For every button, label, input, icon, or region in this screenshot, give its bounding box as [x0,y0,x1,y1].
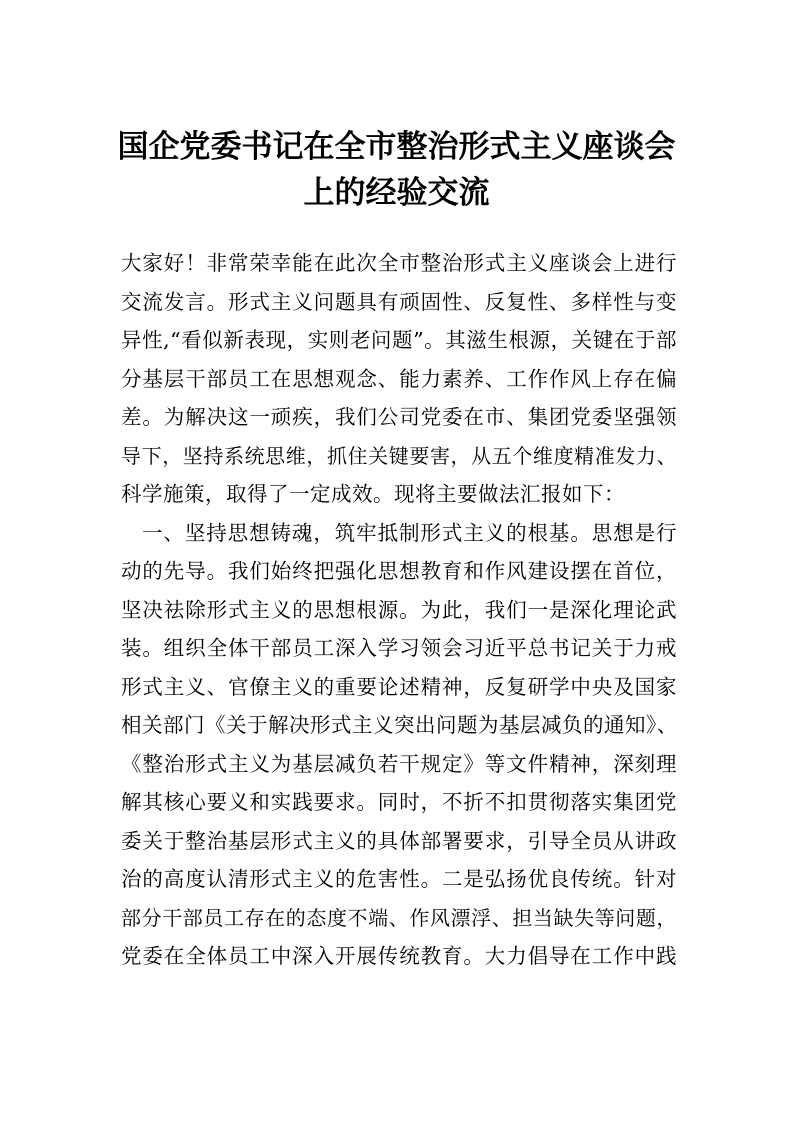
paragraph-line: 党委在全体员工中深入开展传统教育。大力倡导在工作中践 [121,944,677,968]
paragraph-line: 一、坚持思想铸魂，筑牢抵制形式主义的根基。思想是行 [142,520,677,545]
paragraph-line: 交流发言。形式主义问题具有顽固性、反复性、多样性与变 [121,289,677,314]
paragraph-1 [121,244,677,514]
paragraph-line: 解其核心要义和实践要求。同时，不折不扣贯彻落实集团党 [121,790,677,814]
document-title-line-1: 国企党委书记在全市整治形式主义座谈会 [117,129,676,165]
paragraph-line: 形式主义、官僚主义的重要论述精神，反复研学中央及国家 [121,674,677,699]
paragraph-line: 分基层干部员工在思想观念、能力素养、工作作风上存在偏 [121,366,677,391]
paragraph-line: 相关部门《关于解决形式主义突出问题为基层减负的通知》、 [121,713,678,737]
paragraph-line: 导下，坚持系统思维，抓住关键要害，从五个维度精准发力、 [121,443,677,468]
document-title-line-2: 上的经验交流 [303,175,490,211]
paragraph-2 [121,514,677,976]
paragraph-line: 委关于整治基层形式主义的具体部署要求，引导全员从讲政 [121,828,677,853]
paragraph-line: 部分干部员工存在的态度不端、作风漂浮、担当缺失等问题， [121,905,677,930]
paragraph-line: 《整治形式主义为基层减负若干规定》等文件精神，深刻理 [121,751,677,776]
paragraph-line: 差。为解决这一顽疾，我们公司党委在市、集团党委坚强领 [121,405,677,429]
document-body [121,244,677,976]
paragraph-line: 装。组织全体干部员工深入学习领会习近平总书记关于力戒 [121,636,677,660]
paragraph-line: 动的先导。我们始终把强化思想教育和作风建设摆在首位， [121,559,677,583]
paragraph-line: 大家好！非常荣幸能在此次全市整治形式主义座谈会上进行 [121,251,677,275]
paragraph-line: 科学施策，取得了一定成效。现将主要做法汇报如下： [121,482,625,506]
paragraph-line: 坚决祛除形式主义的思想根源。为此，我们一是深化理论武 [121,597,677,622]
paragraph-line: 治的高度认清形式主义的危害性。二是弘扬优良传统。针对 [121,867,677,891]
paragraph-line: 异性,“看似新表现，实则老问题”。其滋生根源，关键在于部 [121,328,677,352]
